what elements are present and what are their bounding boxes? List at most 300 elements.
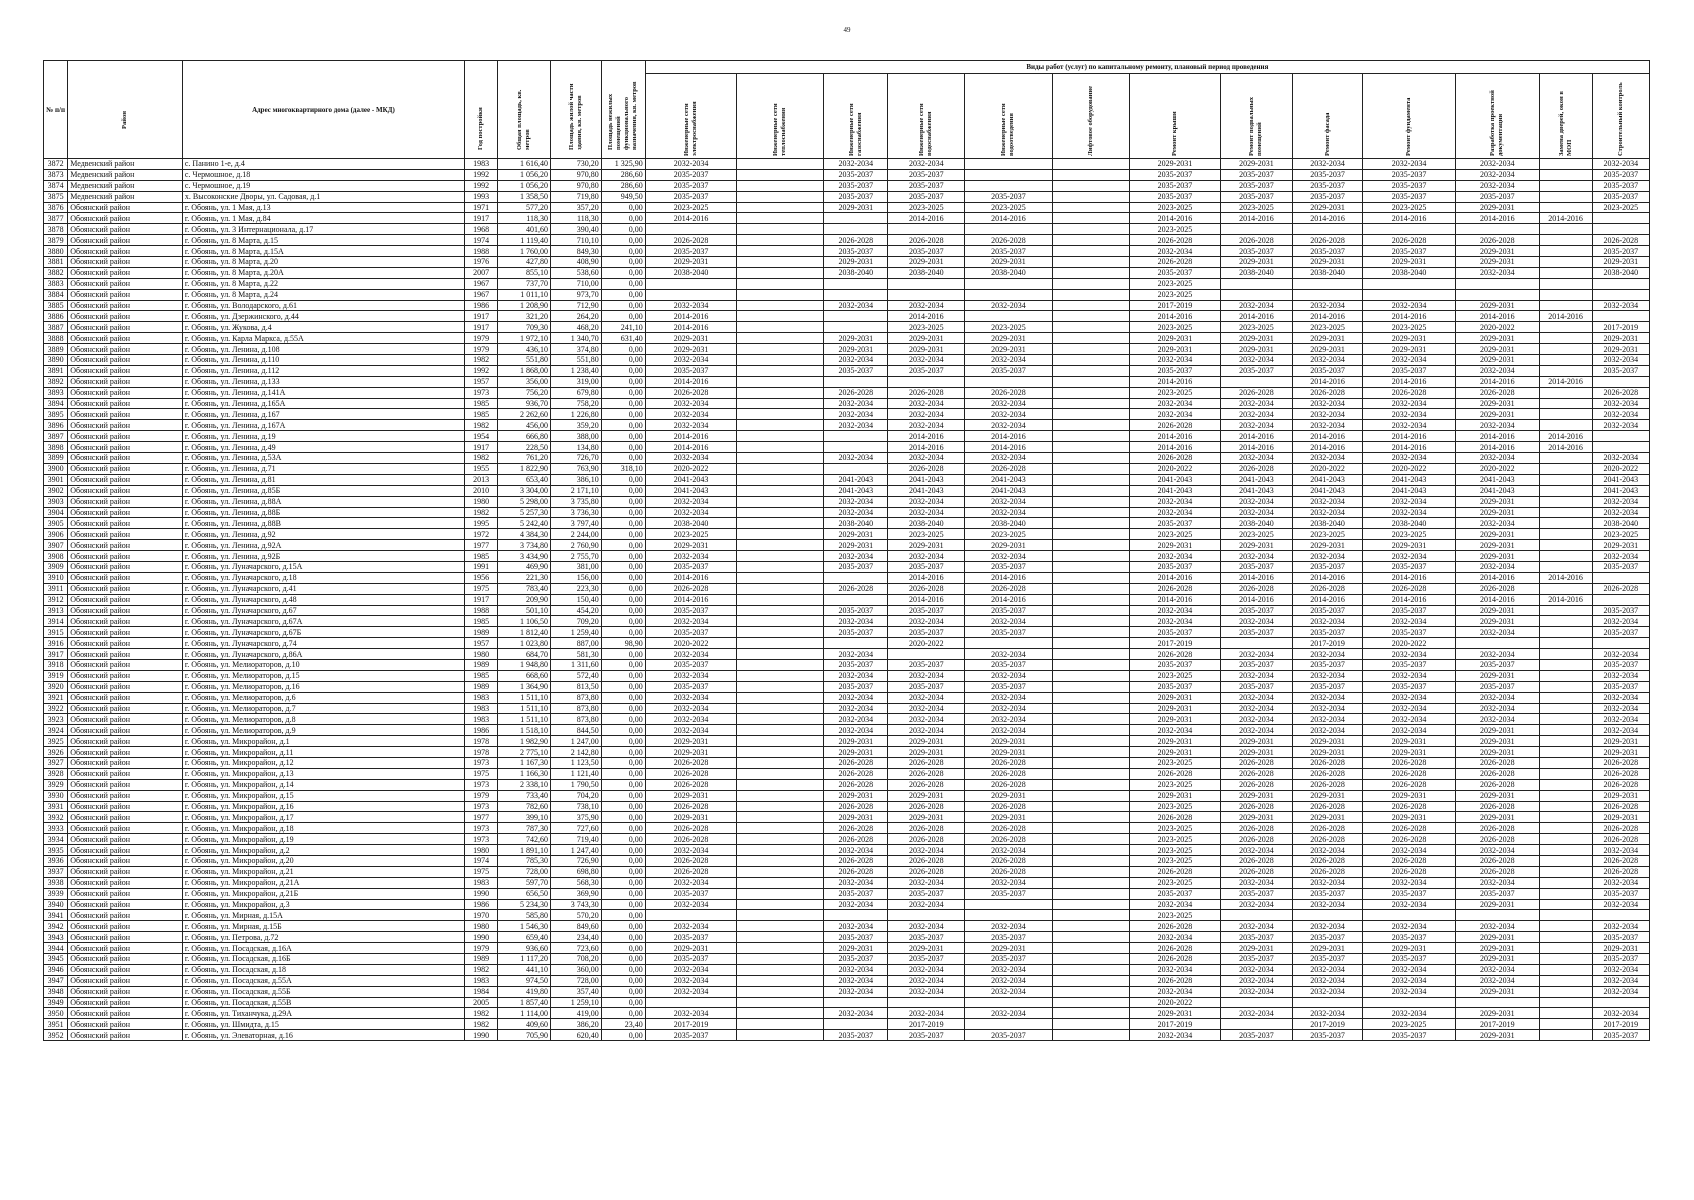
table-cell [1363, 289, 1456, 300]
table-cell: 3929 [44, 779, 68, 790]
table-cell: 2026-2028 [965, 801, 1052, 812]
table-cell: 2029-2031 [1592, 943, 1649, 954]
table-cell: 3875 [44, 191, 68, 202]
table-cell: 2026-2028 [645, 834, 736, 845]
table-cell: 2026-2028 [1129, 235, 1220, 246]
table-row [44, 518, 1650, 529]
table-cell: 2029-2031 [1455, 246, 1539, 257]
table-cell: 1983 [465, 159, 498, 170]
table-cell: 2041-2043 [1292, 474, 1363, 485]
table-cell: 1982 [465, 964, 498, 975]
table-cell: 2026-2028 [965, 823, 1052, 834]
table-cell: 742,60 [498, 834, 551, 845]
table-cell: 2029-2031 [1292, 344, 1363, 355]
table-cell [737, 376, 824, 387]
table-cell: 2035-2037 [824, 659, 888, 670]
table-cell [824, 311, 888, 322]
table-cell: 2035-2037 [1292, 605, 1363, 616]
table-cell: 551,80 [498, 355, 551, 366]
table-cell: 1983 [465, 975, 498, 986]
table-cell: 2035-2037 [1221, 561, 1293, 572]
table-cell: 2014-2016 [645, 213, 736, 224]
table-cell: 2020-2022 [1363, 463, 1456, 474]
table-cell: 2032-2034 [888, 845, 965, 856]
table-cell: г. Обоянь, ул. Луначарского, д.74 [182, 638, 464, 649]
table-cell [1539, 638, 1592, 649]
table-cell: 386,10 [551, 474, 602, 485]
table-cell [1052, 954, 1129, 965]
table-cell: 2032-2034 [1221, 692, 1293, 703]
table-cell: 2041-2043 [965, 485, 1052, 496]
table-cell [737, 485, 824, 496]
table-cell [1052, 1008, 1129, 1019]
table-cell: г. Обоянь, ул. Ленина, д.167А [182, 420, 464, 431]
table-cell: 1957 [465, 638, 498, 649]
table-cell: Обоянский район [68, 1019, 183, 1030]
table-cell [1052, 856, 1129, 867]
table-cell: 2035-2037 [1292, 627, 1363, 638]
table-cell [1539, 670, 1592, 681]
table-cell: 1 546,30 [498, 921, 551, 932]
table-cell: 2029-2031 [888, 812, 965, 823]
table-cell: 2014-2016 [1539, 431, 1592, 442]
table-cell: 3884 [44, 289, 68, 300]
table-cell [1052, 213, 1129, 224]
table-cell [1539, 257, 1592, 268]
table-cell [737, 812, 824, 823]
table-row [44, 376, 1650, 387]
table-cell: 2023-2025 [965, 529, 1052, 540]
table-cell: 0,00 [601, 496, 645, 507]
table-cell: Обоянский район [68, 583, 183, 594]
table-cell [737, 681, 824, 692]
table-cell: 1 167,30 [498, 757, 551, 768]
table-cell: 844,50 [551, 725, 602, 736]
table-row [44, 736, 1650, 747]
table-cell: 2 244,00 [551, 529, 602, 540]
table-cell: 1917 [465, 594, 498, 605]
table-cell: Обоянский район [68, 605, 183, 616]
table-cell: 2032-2034 [1592, 551, 1649, 562]
table-cell [1052, 420, 1129, 431]
table-cell: г. Обоянь, ул. Луначарского, д.18 [182, 572, 464, 583]
table-cell: г. Обоянь, ул. Луначарского, д.86А [182, 649, 464, 660]
table-cell: 2032-2034 [965, 409, 1052, 420]
table-cell: 2014-2016 [645, 322, 736, 333]
table-row [44, 442, 1650, 453]
table-cell: 2041-2043 [1363, 474, 1456, 485]
table-cell: 221,30 [498, 572, 551, 583]
table-cell [645, 278, 736, 289]
table-cell: Обоянский район [68, 670, 183, 681]
table-cell [1455, 910, 1539, 921]
table-cell: Обоянский район [68, 616, 183, 627]
table-cell: 2029-2031 [1292, 202, 1363, 213]
table-cell: 0,00 [601, 670, 645, 681]
table-cell: 2026-2028 [888, 463, 965, 474]
table-cell: г. Обоянь, ул. Мирная, д.15Б [182, 921, 464, 932]
table-cell: 2029-2031 [1455, 932, 1539, 943]
table-cell: 1979 [465, 943, 498, 954]
table-cell [965, 169, 1052, 180]
table-cell: 2014-2016 [1455, 442, 1539, 453]
table-cell [737, 420, 824, 431]
table-cell: Обоянский район [68, 300, 183, 311]
table-cell [1052, 224, 1129, 235]
table-cell: 0,00 [601, 823, 645, 834]
table-cell: 3892 [44, 376, 68, 387]
table-cell: Обоянский район [68, 561, 183, 572]
table-cell: 2029-2031 [1129, 1008, 1220, 1019]
table-cell [1052, 180, 1129, 191]
table-cell: 1955 [465, 463, 498, 474]
table-cell [737, 703, 824, 714]
table-cell: 2032-2034 [1455, 420, 1539, 431]
table-cell: 2032-2034 [1129, 551, 1220, 562]
table-cell: 2032-2034 [1363, 725, 1456, 736]
table-cell: 0,00 [601, 474, 645, 485]
table-cell: Обоянский район [68, 344, 183, 355]
table-cell: 2014-2016 [1129, 594, 1220, 605]
table-cell: 2023-2025 [1221, 322, 1293, 333]
table-cell: 1982 [465, 355, 498, 366]
table-cell: 2035-2037 [1221, 954, 1293, 965]
table-cell: 3890 [44, 355, 68, 366]
table-cell: 2017-2019 [1592, 322, 1649, 333]
table-cell [1052, 757, 1129, 768]
table-cell: 3919 [44, 670, 68, 681]
table-cell: г. Обоянь, ул. 8 Марта, д.22 [182, 278, 464, 289]
table-cell: 2038-2040 [645, 267, 736, 278]
table-cell: 3893 [44, 387, 68, 398]
table-cell: 2017-2019 [1129, 300, 1220, 311]
table-cell: 970,80 [551, 169, 602, 180]
table-cell: 2032-2034 [888, 714, 965, 725]
table-cell: 2026-2028 [1455, 757, 1539, 768]
table-cell: 2035-2037 [645, 605, 736, 616]
table-cell: 2032-2034 [1221, 1008, 1293, 1019]
table-cell: 726,70 [551, 453, 602, 464]
table-cell: 3900 [44, 463, 68, 474]
table-cell: г. Обоянь, ул. Мелиораторов, д.7 [182, 703, 464, 714]
table-cell: 2026-2028 [965, 757, 1052, 768]
table-cell: 0,00 [601, 975, 645, 986]
table-cell: 2023-2025 [1592, 529, 1649, 540]
table-cell: г. Обоянь, ул. Микрорайон, д.12 [182, 757, 464, 768]
table-cell: 2032-2034 [824, 159, 888, 170]
table-cell: 2023-2025 [1129, 801, 1220, 812]
table-cell: 2041-2043 [888, 474, 965, 485]
table-cell [1539, 975, 1592, 986]
table-cell: 2032-2034 [1292, 355, 1363, 366]
table-cell: Обоянский район [68, 235, 183, 246]
table-cell [737, 649, 824, 660]
table-cell: 2026-2028 [1292, 387, 1363, 398]
table-cell [737, 431, 824, 442]
table-cell [1052, 583, 1129, 594]
table-cell [965, 278, 1052, 289]
table-cell: 2026-2028 [1129, 866, 1220, 877]
table-cell [1052, 703, 1129, 714]
table-cell: г. Обоянь, ул. Дзержинского, д.44 [182, 311, 464, 322]
table-cell: 2026-2028 [1455, 856, 1539, 867]
table-cell [1292, 224, 1363, 235]
table-cell: 2023-2025 [1129, 834, 1220, 845]
table-cell: 2029-2031 [645, 747, 736, 758]
table-cell: 3913 [44, 605, 68, 616]
table-cell [1539, 910, 1592, 921]
table-cell [737, 235, 824, 246]
table-row [44, 344, 1650, 355]
table-cell: 2035-2037 [1129, 888, 1220, 899]
table-cell [965, 376, 1052, 387]
table-cell: 209,90 [498, 594, 551, 605]
table-cell: 2032-2034 [1221, 409, 1293, 420]
table-cell: г. Обоянь, ул. Микрорайон, д.17 [182, 812, 464, 823]
table-row [44, 605, 1650, 616]
table-cell: 705,90 [498, 1030, 551, 1041]
table-cell [1539, 964, 1592, 975]
table-cell: 2029-2031 [1455, 551, 1539, 562]
table-cell [1221, 997, 1293, 1008]
table-cell: 2029-2031 [1129, 333, 1220, 344]
table-cell: 2026-2028 [1129, 257, 1220, 268]
table-cell: Обоянский район [68, 757, 183, 768]
table-cell: 2032-2034 [1592, 1008, 1649, 1019]
table-cell: 712,90 [551, 300, 602, 311]
table-cell [1539, 518, 1592, 529]
table-cell: 1 119,40 [498, 235, 551, 246]
table-cell: Обоянский район [68, 877, 183, 888]
table-cell: 0,00 [601, 1008, 645, 1019]
table-cell [737, 540, 824, 551]
table-cell: 2026-2028 [1129, 453, 1220, 464]
table-cell [1539, 267, 1592, 278]
table-cell: г. Обоянь, ул. Шмидта, д.15 [182, 1019, 464, 1030]
table-cell: 356,00 [498, 376, 551, 387]
table-cell [737, 551, 824, 562]
table-cell: 2023-2025 [1129, 910, 1220, 921]
table-cell: 787,30 [498, 823, 551, 834]
table-row [44, 910, 1650, 921]
table-cell [965, 289, 1052, 300]
table-cell: 1 868,00 [498, 365, 551, 376]
table-cell [1539, 507, 1592, 518]
table-cell: г. Обоянь, ул. Ленина, д.108 [182, 344, 464, 355]
table-cell: 1 982,90 [498, 736, 551, 747]
table-cell: 360,00 [551, 964, 602, 975]
table-cell: 1 616,40 [498, 159, 551, 170]
table-cell: 3895 [44, 409, 68, 420]
table-cell: 2038-2040 [824, 267, 888, 278]
table-cell [1052, 714, 1129, 725]
table-cell [737, 409, 824, 420]
col-work-1: Инженерные сети теплоснабжения [737, 74, 824, 159]
table-cell: 2020-2022 [888, 638, 965, 649]
table-cell: 2032-2034 [645, 507, 736, 518]
table-cell: г. Обоянь, ул. Ленина, д.167 [182, 409, 464, 420]
table-row [44, 659, 1650, 670]
table-cell [888, 997, 965, 1008]
table-row [44, 496, 1650, 507]
table-row [44, 202, 1650, 213]
table-row [44, 986, 1650, 997]
table-cell: 2032-2034 [645, 964, 736, 975]
table-cell: 2032-2034 [1592, 975, 1649, 986]
table-cell: 2032-2034 [1455, 169, 1539, 180]
table-cell: 2032-2034 [888, 725, 965, 736]
table-cell: 2014-2016 [645, 442, 736, 453]
table-cell [737, 779, 824, 790]
table-cell: 2035-2037 [965, 681, 1052, 692]
table-cell [1539, 278, 1592, 289]
table-cell: 2032-2034 [645, 845, 736, 856]
table-cell: 2035-2037 [965, 191, 1052, 202]
table-row [44, 365, 1650, 376]
table-cell: 2026-2028 [645, 235, 736, 246]
table-cell [824, 997, 888, 1008]
table-cell: 2032-2034 [1592, 964, 1649, 975]
table-cell: 2 142,80 [551, 747, 602, 758]
table-cell: 2035-2037 [1292, 365, 1363, 376]
table-row [44, 169, 1650, 180]
table-cell [737, 954, 824, 965]
table-cell [1539, 191, 1592, 202]
table-cell [1539, 845, 1592, 856]
table-cell: 2032-2034 [1363, 507, 1456, 518]
table-cell: 2032-2034 [1455, 975, 1539, 986]
table-cell [737, 964, 824, 975]
table-cell: 2035-2037 [1129, 191, 1220, 202]
table-cell: 2023-2025 [1292, 322, 1363, 333]
table-cell: 2014-2016 [1292, 572, 1363, 583]
table-cell: 2014-2016 [1539, 572, 1592, 583]
table-cell: 2026-2028 [824, 779, 888, 790]
table-cell: 2026-2028 [1363, 583, 1456, 594]
table-cell: 2035-2037 [1455, 888, 1539, 899]
table-cell: 3926 [44, 747, 68, 758]
table-cell [1052, 725, 1129, 736]
table-cell: 2020-2022 [1129, 997, 1220, 1008]
table-cell [737, 692, 824, 703]
table-cell: 2029-2031 [965, 943, 1052, 954]
table-cell [1052, 975, 1129, 986]
table-cell: 2035-2037 [888, 659, 965, 670]
table-cell: 2029-2031 [1455, 812, 1539, 823]
table-cell: 0,00 [601, 300, 645, 311]
table-cell: 2029-2031 [1221, 736, 1293, 747]
table-cell: 2032-2034 [1592, 670, 1649, 681]
table-cell: 1977 [465, 540, 498, 551]
table-cell: 134,80 [551, 442, 602, 453]
table-cell: 2032-2034 [1363, 355, 1456, 366]
table-cell: 2026-2028 [1363, 235, 1456, 246]
table-cell: 2014-2016 [1455, 594, 1539, 605]
table-cell: 2035-2037 [1221, 681, 1293, 692]
table-cell: Медвенский район [68, 159, 183, 170]
table-cell [1052, 670, 1129, 681]
table-cell [737, 246, 824, 257]
table-cell: 1989 [465, 681, 498, 692]
table-cell: 2020-2022 [1455, 322, 1539, 333]
table-cell: 2029-2031 [1129, 736, 1220, 747]
table-cell: 2035-2037 [1221, 1030, 1293, 1041]
table-cell: г. Обоянь, ул. Ленина, д.165А [182, 398, 464, 409]
table-cell: Обоянский район [68, 779, 183, 790]
table-cell: 3899 [44, 453, 68, 464]
table-cell: 2032-2034 [1455, 518, 1539, 529]
table-cell [965, 311, 1052, 322]
table-cell: 1986 [465, 725, 498, 736]
table-cell: 156,00 [551, 572, 602, 583]
table-cell: Обоянский район [68, 812, 183, 823]
table-row [44, 572, 1650, 583]
table-cell: 2038-2040 [965, 267, 1052, 278]
table-cell: 3950 [44, 1008, 68, 1019]
table-cell: 0,00 [601, 812, 645, 823]
table-cell: 2035-2037 [824, 180, 888, 191]
table-cell: г. Обоянь, ул. Луначарского, д.67Б [182, 627, 464, 638]
table-cell: 3 434,90 [498, 551, 551, 562]
table-cell: 3944 [44, 943, 68, 954]
table-cell: 2029-2031 [965, 736, 1052, 747]
table-cell: 0,00 [601, 932, 645, 943]
table-cell: 2035-2037 [1455, 659, 1539, 670]
table-cell [1539, 453, 1592, 464]
table-cell: 2032-2034 [888, 300, 965, 311]
table-cell: 2032-2034 [1292, 845, 1363, 856]
table-cell: 2026-2028 [1129, 583, 1220, 594]
table-cell: 2014-2016 [645, 594, 736, 605]
table-cell: 3883 [44, 278, 68, 289]
table-cell: 2026-2028 [1292, 768, 1363, 779]
table-cell [737, 594, 824, 605]
table-cell: 2032-2034 [1292, 703, 1363, 714]
table-cell: 2029-2031 [1292, 257, 1363, 268]
table-cell: 653,40 [498, 474, 551, 485]
table-cell [1363, 997, 1456, 1008]
table-cell [1052, 159, 1129, 170]
table-cell [965, 638, 1052, 649]
table-cell: Обоянский район [68, 943, 183, 954]
table-cell: 1992 [465, 365, 498, 376]
table-cell: 2035-2037 [1221, 246, 1293, 257]
table-cell: 2029-2031 [1363, 790, 1456, 801]
table-cell: 2035-2037 [888, 627, 965, 638]
table-cell [1052, 932, 1129, 943]
table-cell: 2026-2028 [645, 801, 736, 812]
table-cell: 2029-2031 [1592, 540, 1649, 551]
table-cell: 2029-2031 [1455, 899, 1539, 910]
table-cell: 2026-2028 [1221, 757, 1293, 768]
table-cell: 2014-2016 [1221, 572, 1293, 583]
table-cell: 2026-2028 [1455, 866, 1539, 877]
table-cell: 1980 [465, 496, 498, 507]
table-cell [824, 224, 888, 235]
table-cell [737, 583, 824, 594]
table-cell: 2029-2031 [645, 333, 736, 344]
table-row [44, 681, 1650, 692]
table-cell: г. Обоянь, ул. Микрорайон, д.21А [182, 877, 464, 888]
table-cell: 3937 [44, 866, 68, 877]
table-cell: 2014-2016 [965, 431, 1052, 442]
table-cell [1539, 246, 1592, 257]
table-cell: 2032-2034 [1455, 159, 1539, 170]
table-cell: 2032-2034 [965, 714, 1052, 725]
table-cell [1455, 289, 1539, 300]
table-cell: 2032-2034 [1221, 616, 1293, 627]
table-row [44, 888, 1650, 899]
